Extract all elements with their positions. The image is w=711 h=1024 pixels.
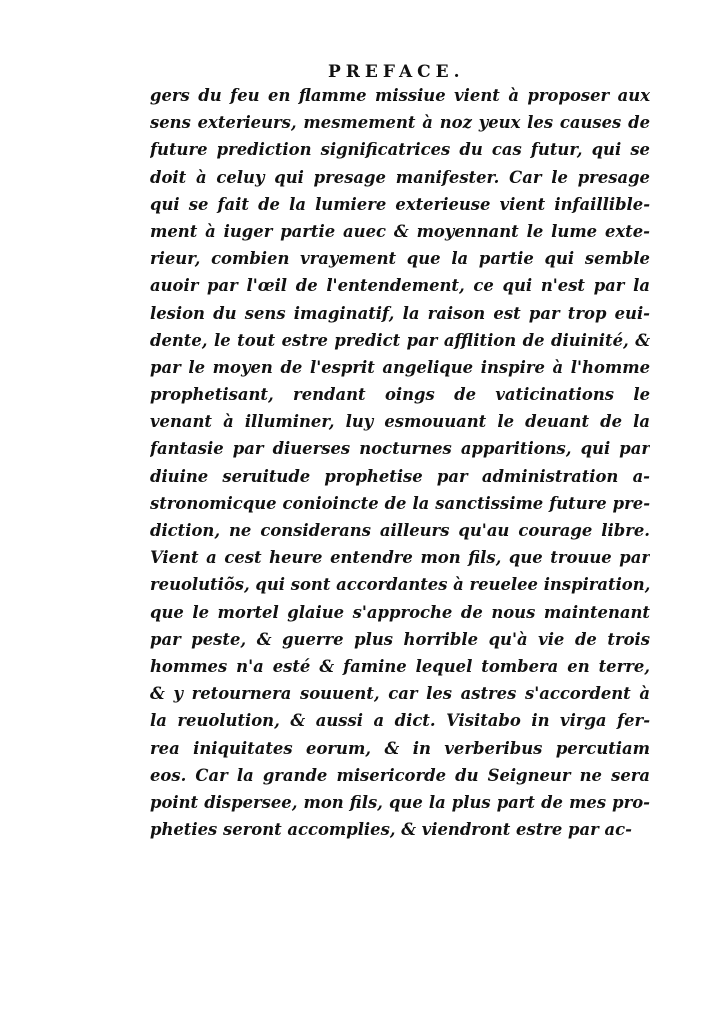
- text-line: fantasie par diuerses nocturnes apparitions, qui par: [150, 439, 650, 459]
- text-line: doit à celuy qui presage manifester. Car le presage: [150, 167, 650, 187]
- text-line: prophetisant, rendant oings de vaticinations le: [150, 385, 650, 405]
- text-line: rea iniquitates eorum, & in verberibus percutiam: [150, 738, 650, 758]
- text-line: point dispersee, mon fils, que la plus part de mes pro-: [150, 792, 650, 812]
- text-line: venant à illuminer, luy esmouuant le deuant de la: [150, 412, 650, 432]
- text-line: reuolutiõs, qui sont accordantes à reuelee inspiration,: [150, 575, 650, 595]
- text-line: sens exterieurs, mesmement à noz yeux les causes de: [150, 113, 650, 133]
- text-line: future prediction significatrices du cas futur, qui se: [150, 140, 650, 160]
- text-line: stronomicque conioincte de la sanctissime future pre-: [150, 493, 650, 513]
- body-text: [150, 82, 650, 843]
- running-head: PREFACE.: [328, 62, 465, 82]
- text-line: hommes n'a esté & famine lequel tombera en terre,: [150, 656, 650, 676]
- text-line: dente, le tout estre predict par afflition de diuinité, &: [150, 330, 650, 350]
- text-line: par le moyen de l'esprit angelique inspire à l'homme: [150, 357, 650, 377]
- text-line: la reuolution, & aussi a dict. Visitabo in virga fer-: [150, 711, 650, 731]
- text-line: Vient a cest heure entendre mon fils, que trouue par: [150, 548, 650, 568]
- text-line: ment à iuger partie auec & moyennant le lume exte-: [150, 221, 650, 241]
- text-line: eos. Car la grande misericorde du Seigneur ne sera: [150, 765, 650, 785]
- text-line: gers du feu en flamme missiue vient à proposer aux: [150, 86, 650, 105]
- text-line: que le mortel glaiue s'approche de nous maintenant: [150, 602, 650, 622]
- text-line: auoir par l'œil de l'entendement, ce qui n'est par la: [150, 276, 650, 296]
- text-line: diction, ne considerans ailleurs qu'au courage libre.: [150, 521, 650, 540]
- text-line: qui se fait de la lumiere exterieuse vient infaillible-: [150, 194, 650, 214]
- text-line: rieur, combien vrayement que la partie qui semble: [150, 249, 650, 269]
- text-line: par peste, & guerre plus horrible qu'à vie de trois: [150, 629, 650, 649]
- text-line: pheties seront accomplies, & viendront estre par ac-: [150, 820, 632, 840]
- text-line: diuine seruitude prophetise par administration a-: [150, 466, 650, 486]
- text-line: lesion du sens imaginatif, la raison est par trop eui-: [150, 303, 650, 323]
- text-line: & y retournera souuent, car les astres s'accordent à: [150, 684, 650, 704]
